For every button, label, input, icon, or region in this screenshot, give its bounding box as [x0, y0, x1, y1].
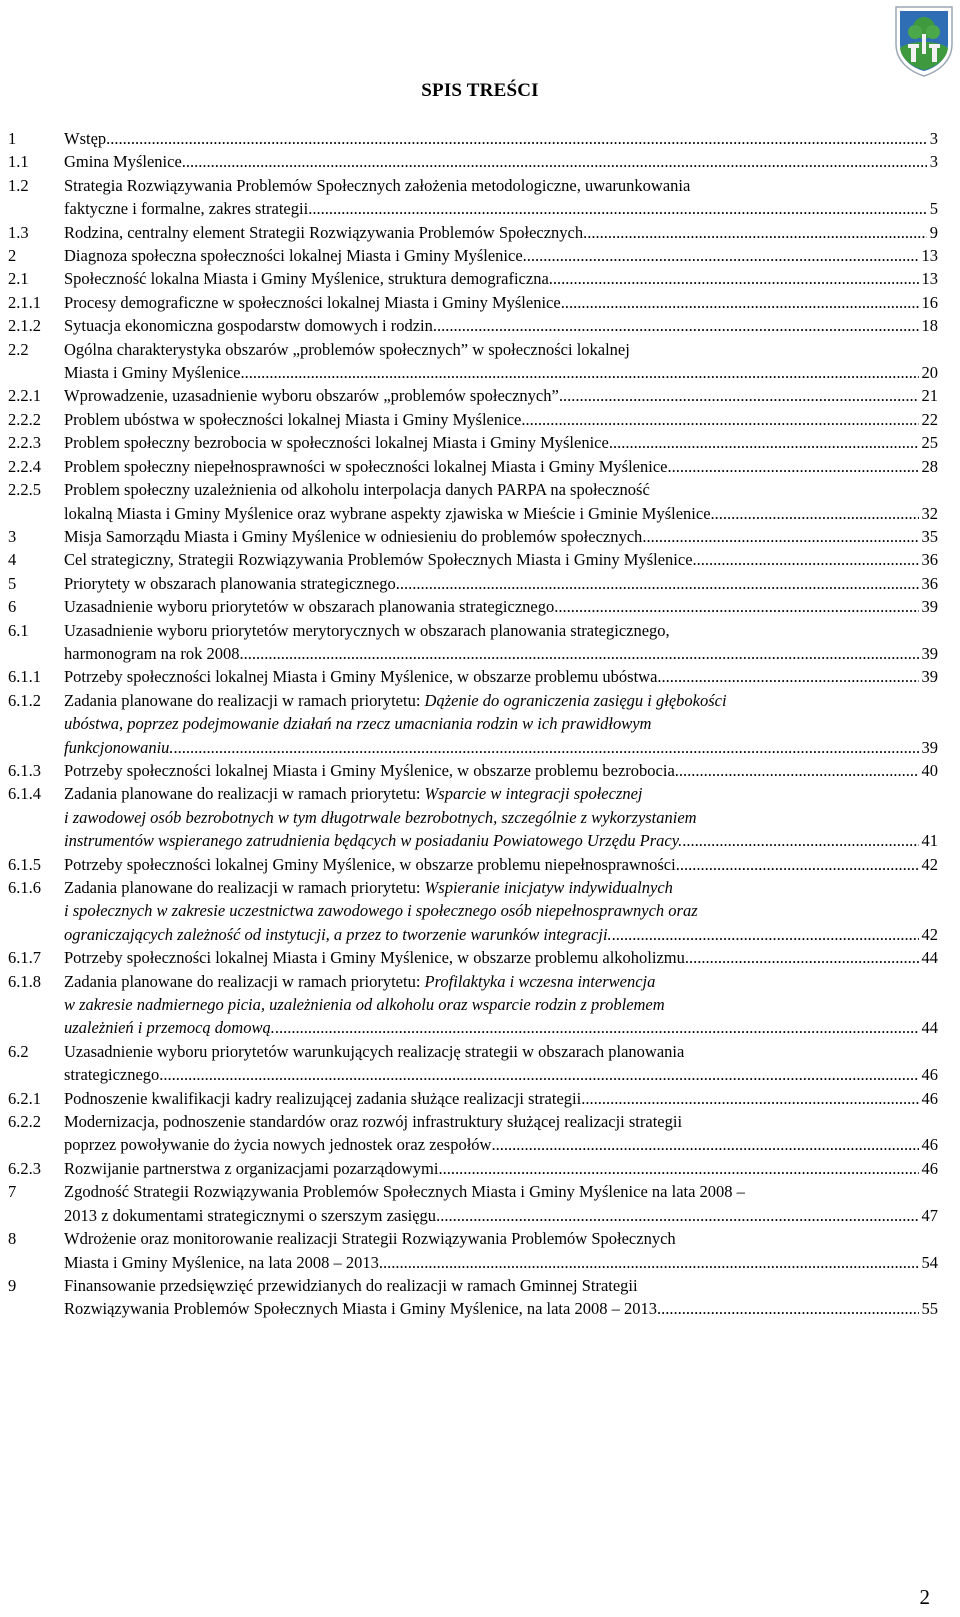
- toc-entry-number: 1.1: [8, 152, 29, 172]
- toc-entry-line: [64, 946, 938, 969]
- toc-entry-line: [64, 736, 938, 759]
- toc-entry-line: [64, 455, 938, 478]
- toc-entry-title-italic: funkcjonowaniu.: [64, 737, 174, 757]
- dot-leader: [521, 408, 918, 431]
- toc-entry-page: 47: [921, 1205, 938, 1225]
- toc-entry-line: [64, 829, 938, 852]
- toc-entry-line: [64, 712, 938, 735]
- toc-entry-title: Zadania planowane do realizacji w ramach priorytetu:: [64, 878, 425, 897]
- toc-entry-text: [64, 150, 182, 173]
- toc-entry[interactable]: [8, 291, 938, 314]
- toc-entry-title-italic: Wsparcie w integracji społecznej: [424, 784, 643, 804]
- toc-entry[interactable]: [8, 1110, 938, 1157]
- toc-entry-text: [64, 1063, 159, 1086]
- toc-entry-title: Wprowadzenie, uzasadnienie wyboru obszarów „problemów społecznych”: [64, 386, 559, 406]
- toc-entry-title: Potrzeby społeczności lokalnej Gminy Myślenice, w obszarze problemu niepełnosprawności: [64, 854, 676, 874]
- toc-entry-number: 6.1.2: [8, 690, 41, 710]
- dot-leader: [609, 431, 919, 454]
- toc-entry-page: 46: [921, 1135, 938, 1155]
- toc-entry-page: 39: [921, 737, 938, 757]
- toc-entry[interactable]: [8, 455, 938, 478]
- toc-entry-line: [64, 291, 938, 314]
- toc-entry-line: [64, 806, 938, 829]
- dot-leader: [612, 923, 919, 946]
- toc-entry-text: [64, 759, 675, 782]
- dot-leader: [240, 642, 919, 665]
- toc-entry-page: 46: [921, 1158, 938, 1178]
- toc-entry[interactable]: [8, 782, 938, 852]
- toc-entry-line: [64, 759, 938, 782]
- dot-leader: [275, 1016, 919, 1039]
- toc-entry-line: [64, 572, 938, 595]
- toc-entry-page: 54: [921, 1252, 938, 1272]
- toc-entry-title: 2013 z dokumentami strategicznymi o szerszym zasięgu: [64, 1205, 437, 1225]
- dot-leader: [559, 384, 919, 407]
- toc-entry-title: Problem społeczny bezrobocia w społeczności lokalnej Miasta i Gminy Myślenice: [64, 433, 609, 453]
- toc-entry-line: [64, 1274, 938, 1297]
- toc-entry-title: Ogólna charakterystyka obszarów „problemów społecznych” w społeczności lokalnej: [64, 339, 630, 359]
- dot-leader: [676, 853, 919, 876]
- toc-entry-title: Podnoszenie kwalifikacji kadry realizującej zadania służące realizacji strategii: [64, 1088, 582, 1108]
- toc-entry-page: 22: [921, 409, 938, 429]
- dot-leader: [668, 455, 919, 478]
- toc-entry-number: 1.2: [8, 175, 29, 195]
- toc-entry-title: Sytuacja ekonomiczna gospodarstw domowych i rodzin: [64, 316, 433, 336]
- toc-entry-number: 6.2: [8, 1041, 29, 1061]
- toc-entry-title: Wdrożenie oraz monitorowanie realizacji Strategii Rozwiązywania Problemów Społecznych: [64, 1229, 676, 1249]
- toc-entry[interactable]: [8, 970, 938, 1040]
- toc-entry-line: [64, 1087, 938, 1110]
- toc-entry[interactable]: [8, 1227, 938, 1274]
- toc-entry-title: faktyczne i formalne, zakres strategii: [64, 199, 309, 219]
- dot-leader: [685, 946, 919, 969]
- toc-entry-page: 46: [921, 1088, 938, 1108]
- toc-entry-line: [64, 1063, 938, 1086]
- toc-entry-line: [64, 127, 938, 150]
- toc-entry-line: [64, 1040, 938, 1063]
- toc-entry-text: [64, 525, 642, 548]
- toc-entry[interactable]: [8, 150, 938, 173]
- toc-entry-line: [64, 267, 938, 290]
- toc-entry-number: 2: [8, 246, 17, 266]
- toc-entry-page: 18: [921, 316, 938, 336]
- toc-entry-number: 2.2: [8, 339, 29, 359]
- toc-entry-page: 39: [921, 597, 938, 617]
- dot-leader: [433, 314, 919, 337]
- toc-entry[interactable]: [8, 1274, 938, 1321]
- dot-leader: [182, 150, 927, 173]
- dot-leader: [106, 127, 927, 150]
- toc-entry-page: 36: [921, 573, 938, 593]
- toc-entry[interactable]: [8, 853, 938, 876]
- toc-entry-text: [64, 221, 583, 244]
- toc-entry-number: 6.1.8: [8, 971, 41, 991]
- toc-entry-page: 44: [921, 1018, 938, 1038]
- toc-entry-title-italic: ubóstwa, poprzez podejmowanie działań na rzecz umacniania rodzin w ich prawidłowym: [64, 714, 652, 734]
- toc-entry-title: Rozwiązywania Problemów Społecznych Miasta i Gminy Myślenice, na lata 2008 – 2013.: [64, 1299, 662, 1319]
- toc-entry[interactable]: [8, 1180, 938, 1227]
- toc-entry-text: [64, 829, 682, 852]
- toc-entry-page: 25: [921, 433, 938, 453]
- toc-entry-page: 46: [921, 1065, 938, 1085]
- toc-entry-title: Uzasadnienie wyboru priorytetów warunkujących realizację strategii w obszarach planowania: [64, 1041, 685, 1061]
- toc-entry-line: [64, 1157, 938, 1180]
- toc-entry-page: 9: [929, 222, 938, 242]
- dot-leader: [438, 1157, 918, 1180]
- toc-entry-text: [64, 1204, 436, 1227]
- toc-entry-number: 2.2.5: [8, 480, 41, 500]
- toc-entry-number: 1: [8, 129, 17, 148]
- toc-entry-number: 6.1.7: [8, 948, 41, 968]
- dot-leader: [554, 595, 918, 618]
- toc-entry-title: Zadania planowane do realizacji w ramach priorytetu:: [64, 971, 425, 991]
- toc-entry-title: Miasta i Gminy Myślenice, na lata 2008 – 2013: [64, 1252, 379, 1272]
- toc-entry-number: 6: [8, 597, 17, 617]
- toc-entry-title-italic: Profilaktyka i wczesna interwencja: [424, 971, 656, 991]
- toc-entry-page: 42: [921, 924, 938, 944]
- toc-entry-text: [64, 314, 433, 337]
- toc-entry-title: lokalną Miasta i Gminy Myślenice oraz wybrane aspekty zjawiska w Mieście i Gminie Myślenice: [64, 503, 711, 523]
- toc-entry-line: [64, 525, 938, 548]
- toc-entry-page: 36: [921, 550, 938, 570]
- toc-entry-title: Modernizacja, podnoszenie standardów oraz rozwój infrastruktury służącej realizacji strategii: [64, 1112, 683, 1132]
- toc-entry[interactable]: [8, 221, 938, 244]
- toc-entry-number: 2.2.3: [8, 433, 41, 453]
- toc-entry-number: 6.1.4: [8, 784, 41, 804]
- toc-entry[interactable]: [8, 1157, 938, 1180]
- toc-entry-text: [64, 736, 174, 759]
- dot-leader: [661, 1297, 918, 1320]
- toc-entry-title: Wstęp: [64, 129, 107, 148]
- toc-entry-page: 40: [921, 760, 938, 780]
- toc-entry-number: 2.2.4: [8, 456, 41, 476]
- toc-entry-number: 2.2.1: [8, 386, 41, 406]
- toc-entry-line: [64, 595, 938, 618]
- dot-leader: [711, 502, 919, 525]
- toc-entry-title: Gmina Myślenice: [64, 152, 182, 172]
- dot-leader: [523, 244, 919, 267]
- toc-entry-line: [64, 548, 938, 571]
- toc-entry-line: [64, 408, 938, 431]
- toc-entry-text: [64, 431, 609, 454]
- toc-entry-title-italic: i zawodowej osób bezrobotnych w tym długotrwale bezrobotnych, szczególnie z wykorzystaniem: [64, 807, 697, 827]
- dot-leader: [581, 1087, 918, 1110]
- toc-entry-page: 39: [921, 643, 938, 663]
- toc-entry[interactable]: [8, 384, 938, 407]
- toc-entry-title: Problem społeczny uzależnienia od alkoholu interpolacja danych PARPA na społeczność: [64, 480, 650, 500]
- toc-entry-page: 55: [921, 1299, 938, 1319]
- toc-entry-title: Strategia Rozwiązywania Problemów Społecznych założenia metodologiczne, uwarunkowania: [64, 175, 691, 195]
- toc-entry[interactable]: [8, 689, 938, 759]
- toc-entry-number: 6.1.6: [8, 878, 41, 897]
- dot-leader: [491, 1133, 918, 1156]
- toc-entry-page: 3: [929, 152, 938, 172]
- toc-entry[interactable]: [8, 267, 938, 290]
- toc-entry[interactable]: [8, 338, 938, 385]
- toc-entry-line: [64, 221, 938, 244]
- toc-entry-line: [64, 1204, 938, 1227]
- toc-entry[interactable]: [8, 431, 938, 454]
- toc-entry-line: [64, 478, 938, 501]
- toc-entry-number: 6.1: [8, 620, 29, 640]
- dot-leader: [561, 291, 919, 314]
- toc-entry-line: [64, 244, 938, 267]
- toc-entry-number: 2.1: [8, 269, 29, 289]
- toc-entry-title: Cel strategiczny, Strategii Rozwiązywania Problemów Społecznych Miasta i Gminy Myślenice: [64, 550, 693, 570]
- toc-entry-number: 6.1.1: [8, 667, 41, 687]
- toc-entry-line: [64, 619, 938, 642]
- toc-entry-title: Uzasadnienie wyboru priorytetów w obszarach planowania strategicznego: [64, 597, 555, 617]
- toc-entry-line: [64, 502, 938, 525]
- toc-entry[interactable]: [8, 408, 938, 431]
- toc-entry-text: [64, 946, 685, 969]
- toc-entry-number: 2.2.2: [8, 409, 41, 429]
- toc-entry[interactable]: [8, 759, 938, 782]
- toc-entry[interactable]: [8, 525, 938, 548]
- toc-entry-line: [64, 1133, 938, 1156]
- toc-entry-line: [64, 993, 938, 1016]
- toc-entry-text: [64, 923, 612, 946]
- toc-entry-text: [64, 853, 676, 876]
- toc-entry-title-italic: uzależnień i przemocą domową.: [64, 1018, 275, 1038]
- toc-entry-line: [64, 314, 938, 337]
- toc-entry-title: Problem społeczny niepełnosprawności w społeczności lokalnej Miasta i Gminy Myślenice: [64, 456, 668, 476]
- toc-entry-title-italic: Dążenie do ograniczenia zasięgu i głębokości: [424, 690, 727, 710]
- toc-entry[interactable]: [8, 314, 938, 337]
- toc-entry[interactable]: [8, 244, 938, 267]
- toc-entry-text: [64, 1251, 379, 1274]
- toc-entry-page: 32: [921, 503, 938, 523]
- toc-entry-number: 7: [8, 1182, 17, 1202]
- toc-entry-page: 16: [921, 292, 938, 312]
- toc-entry-title: Rozwijanie partnerstwa z organizacjami pozarządowymi: [64, 1158, 439, 1178]
- toc-entry-title: poprzez powoływanie do życia nowych jednostek oraz zespołów: [64, 1135, 492, 1155]
- toc-entry[interactable]: [8, 665, 938, 688]
- toc-entry-title-italic: ograniczających zależność od instytucji, a przez to tworzenie warunków integracji.: [64, 924, 612, 944]
- toc-entry[interactable]: [8, 619, 938, 666]
- toc-entry-text: [64, 384, 559, 407]
- toc-entry-text: [64, 502, 711, 525]
- toc-entry-title-italic: i społecznych w zakresie uczestnictwa zawodowego i społecznego osób niepełnosprawnych oraz: [64, 901, 698, 921]
- toc-entry-line: [64, 1016, 938, 1039]
- toc-entry-page: 13: [921, 246, 938, 266]
- toc-entry-line: [64, 384, 938, 407]
- dot-leader: [379, 1251, 919, 1274]
- toc-entry[interactable]: [8, 946, 938, 969]
- toc-entry-title: Społeczność lokalna Miasta i Gminy Myślenice, struktura demograficzna: [64, 269, 549, 289]
- toc-entry-line: [64, 174, 938, 197]
- toc-entry-title: harmonogram na rok 2008: [64, 643, 240, 663]
- toc-entry-number: 6.1.5: [8, 854, 41, 874]
- toc-entry-title: Misja Samorządu Miasta i Gminy Myślenice w odniesieniu do problemów społecznych: [64, 526, 643, 546]
- toc-entry-text: [64, 267, 549, 290]
- toc-entry-number: 6.1.3: [8, 760, 41, 780]
- dot-leader: [583, 221, 927, 244]
- toc-entry-number: 8: [8, 1229, 17, 1249]
- toc-entry-number: 2.1.2: [8, 316, 41, 336]
- toc-entry-title-italic: Wspieranie inicjatyw indywidualnych: [424, 878, 673, 897]
- toc-entry-title: Rodzina, centralny element Strategii Rozwiązywania Problemów Społecznych: [64, 222, 584, 242]
- dot-leader: [675, 759, 919, 782]
- toc-entry-line: [64, 1251, 938, 1274]
- dot-leader: [682, 829, 918, 852]
- toc-entry-text: [64, 197, 308, 220]
- toc-entry-number: 9: [8, 1275, 17, 1295]
- dot-leader: [240, 361, 918, 384]
- toc-entry-number: 6.2.1: [8, 1088, 41, 1108]
- toc-entry-text: [64, 665, 657, 688]
- toc-entry[interactable]: [8, 174, 938, 221]
- toc-entry-title: Zadania planowane do realizacji w ramach priorytetu:: [64, 784, 425, 804]
- dot-leader: [549, 267, 919, 290]
- toc-entry-title: Zgodność Strategii Rozwiązywania Problemów Społecznych Miasta i Gminy Myślenice na lata 2008 –: [64, 1182, 745, 1202]
- toc-entry-text: [64, 408, 521, 431]
- toc-entry-page: 41: [921, 831, 938, 851]
- toc-entry-title: Finansowanie przedsięwzięć przewidzianych do realizacji w ramach Gminnej Strategii: [64, 1275, 638, 1295]
- toc-entry-title: strategicznego: [64, 1065, 160, 1085]
- toc-entry-title: Potrzeby społeczności lokalnej Miasta i Gminy Myślenice, w obszarze problemu bezrobocia: [64, 760, 675, 780]
- toc-entry-title: Priorytety w obszarach planowania strategicznego: [64, 573, 396, 593]
- toc-entry-title: Uzasadnienie wyboru priorytetów merytorycznych w obszarach planowania strategicznego,: [64, 620, 670, 640]
- toc-entry-title: Potrzeby społeczności lokalnej Miasta i Gminy Myślenice, w obszarze problemu ubóstwa: [64, 667, 658, 687]
- toc-entry-page: 20: [921, 363, 938, 383]
- toc-entry-number: 4: [8, 550, 17, 570]
- toc-entry-text: [64, 1016, 275, 1039]
- toc-entry-number: 5: [8, 573, 17, 593]
- toc-entry-page: 42: [921, 854, 938, 874]
- toc-entry[interactable]: [8, 1087, 938, 1110]
- dot-leader: [174, 736, 919, 759]
- toc-entry-line: [64, 150, 938, 173]
- coat-of-arms-icon: [893, 4, 955, 78]
- toc-entry-page: 21: [921, 386, 938, 406]
- toc-entry-text: [64, 361, 240, 384]
- toc-entry-text: [64, 1133, 491, 1156]
- toc-entry-line: [64, 689, 938, 712]
- toc-entry-page: 35: [921, 526, 938, 546]
- toc-entry[interactable]: [8, 876, 938, 946]
- toc-entry-title: Zadania planowane do realizacji w ramach priorytetu:: [64, 690, 425, 710]
- toc-entry[interactable]: [8, 1040, 938, 1087]
- toc-entry-text: [64, 595, 554, 618]
- toc-entry-page: 5: [929, 199, 938, 219]
- dot-leader: [657, 665, 918, 688]
- toc-entry-text: [64, 548, 693, 571]
- table-of-contents: [8, 127, 938, 1321]
- toc-entry-line: [64, 1180, 938, 1203]
- toc-entry-page: 13: [921, 269, 938, 289]
- toc-entry-text: [64, 244, 523, 267]
- toc-entry-page: 44: [921, 948, 938, 968]
- dot-leader: [159, 1063, 918, 1086]
- toc-entry-line: [64, 923, 938, 946]
- toc-entry-line: [64, 1227, 938, 1250]
- toc-entry-number: 2.1.1: [8, 292, 41, 312]
- toc-entry-line: [64, 782, 938, 805]
- toc-entry-page: 3: [929, 129, 938, 148]
- toc-entry-title: Problem ubóstwa w społeczności lokalnej Miasta i Gminy Myślenice: [64, 409, 522, 429]
- toc-entry-title: Procesy demograficzne w społeczności lokalnej Miasta i Gminy Myślenice: [64, 292, 561, 312]
- toc-entry[interactable]: [8, 127, 938, 150]
- toc-entry-line: [64, 361, 938, 384]
- toc-entry-line: [64, 197, 938, 220]
- dot-leader: [308, 197, 927, 220]
- toc-entry-text: [64, 291, 561, 314]
- toc-entry-text: [64, 642, 240, 665]
- dot-leader: [693, 548, 919, 571]
- toc-entry-text: [64, 127, 106, 150]
- toc-entry-title-italic: w zakresie nadmiernego picia, uzależnienia od alkoholu oraz wsparcie rodzin z problemem: [64, 995, 665, 1015]
- toc-entry-line: [64, 1297, 938, 1320]
- toc-entry-line: [64, 665, 938, 688]
- toc-entry[interactable]: [8, 548, 938, 571]
- toc-entry-number: 1.3: [8, 222, 29, 242]
- toc-entry[interactable]: [8, 478, 938, 525]
- toc-entry-page: 39: [921, 667, 938, 687]
- toc-entry-title: Miasta i Gminy Myślenice: [64, 363, 241, 383]
- page-title: SPIS TREŚCI: [421, 80, 539, 101]
- toc-entry-line: [64, 876, 938, 899]
- dot-leader: [396, 572, 919, 595]
- toc-entry-page: 28: [921, 456, 938, 476]
- toc-entry-text: [64, 455, 668, 478]
- toc-entry[interactable]: [8, 595, 938, 618]
- toc-entry-line: [64, 642, 938, 665]
- dot-leader: [436, 1204, 918, 1227]
- toc-entry-title: Diagnoza społeczna społeczności lokalnej Miasta i Gminy Myślenice: [64, 246, 523, 266]
- toc-entry-title-italic: instrumentów wspieranego zatrudnienia będących w posiadaniu Powiatowego Urzędu Pracy.: [64, 831, 683, 851]
- toc-entry[interactable]: [8, 572, 938, 595]
- toc-entry-line: [64, 853, 938, 876]
- toc-entry-number: 6.2.3: [8, 1158, 41, 1178]
- toc-entry-text: [64, 1297, 661, 1320]
- toc-entry-line: [64, 899, 938, 922]
- toc-entry-line: [64, 970, 938, 993]
- toc-entry-text: [64, 572, 396, 595]
- page-number: 2: [919, 1585, 930, 1609]
- toc-entry-text: [64, 1087, 581, 1110]
- toc-entry-title: Potrzeby społeczności lokalnej Miasta i Gminy Myślenice, w obszarze problemu alkoholizmu: [64, 948, 685, 968]
- toc-entry-line: [64, 431, 938, 454]
- toc-entry-number: 6.2.2: [8, 1112, 41, 1132]
- toc-entry-line: [64, 1110, 938, 1133]
- toc-entry-line: [64, 338, 938, 361]
- toc-entry-number: 3: [8, 526, 17, 546]
- dot-leader: [642, 525, 918, 548]
- toc-entry-text: [64, 1157, 438, 1180]
